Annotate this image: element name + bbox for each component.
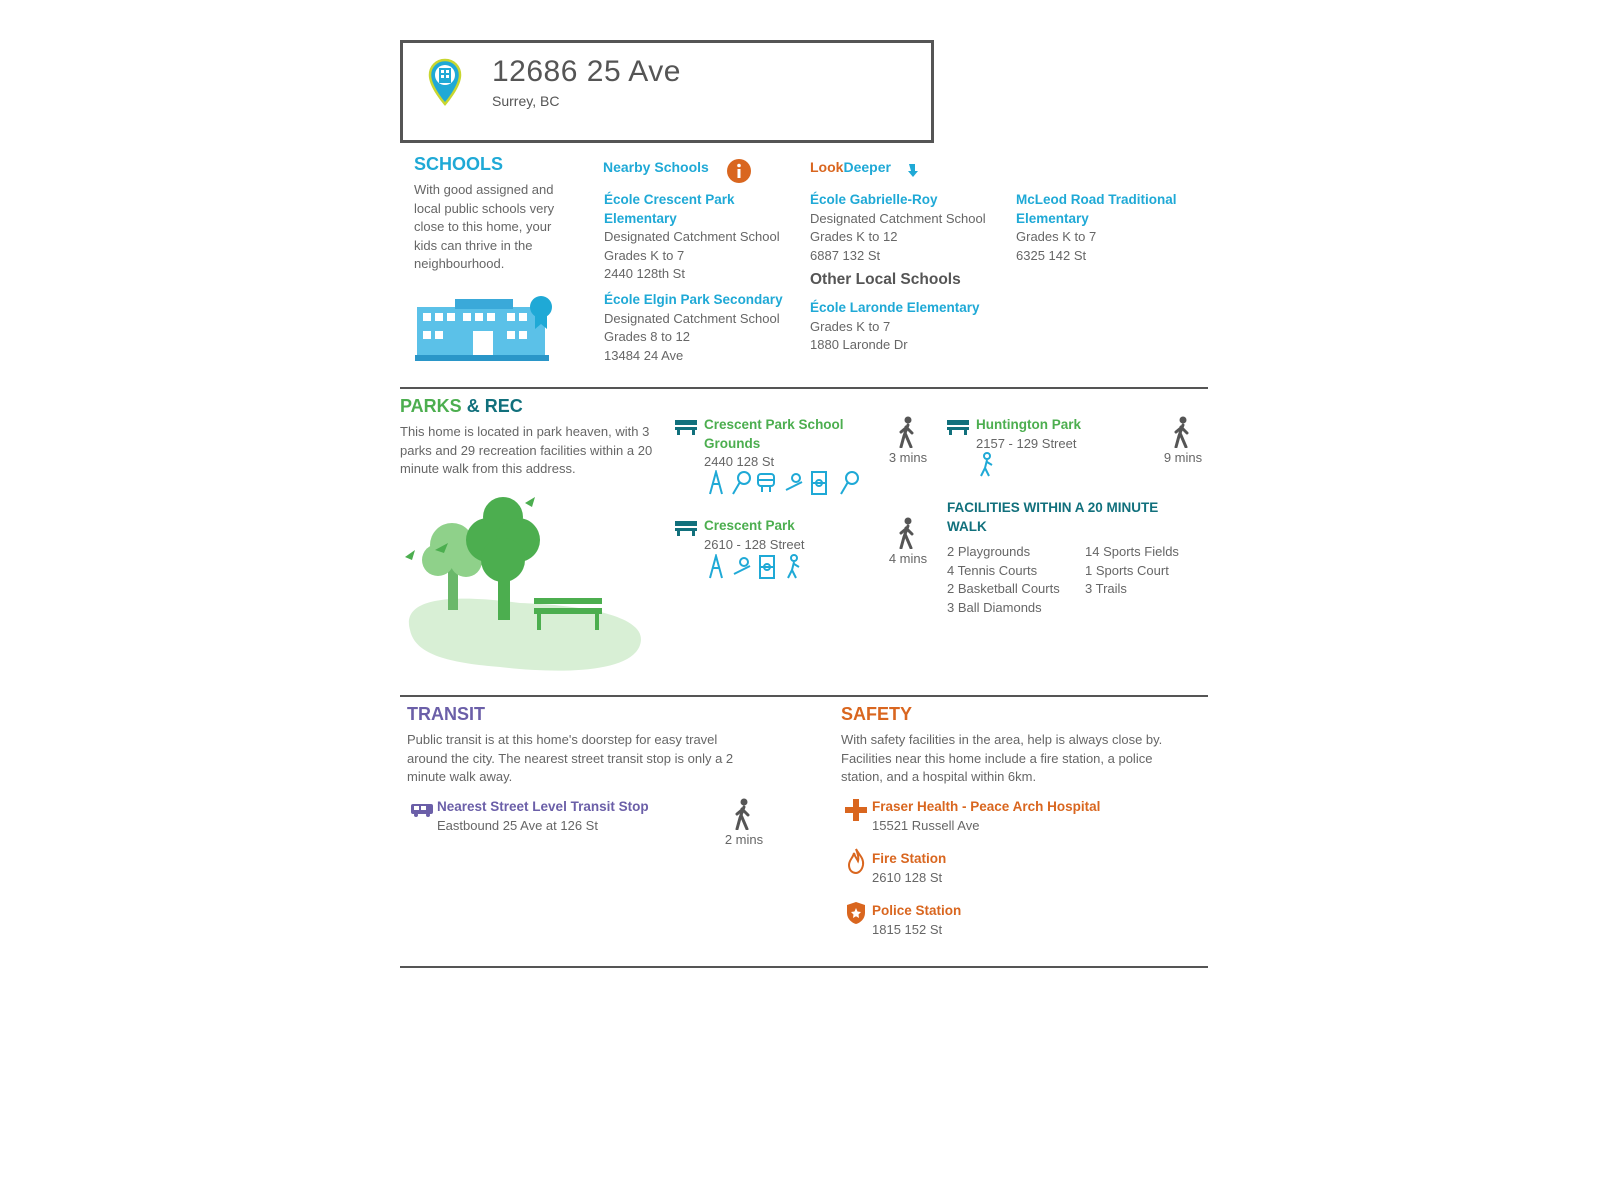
walk-icon (1173, 416, 1193, 448)
park-illustration-icon (400, 495, 645, 675)
facilities-list-left: 2 Playgrounds 4 Tennis Courts 2 Basketball Courts 3 Ball Diamonds (947, 544, 1060, 615)
facilities-list-right: 14 Sports Fields 1 Sports Court 3 Trails (1085, 544, 1179, 596)
walk-icon (898, 517, 918, 549)
safety-title: SAFETY (841, 704, 913, 724)
transit-stop-item[interactable]: Nearest Street Level Transit Stop Eastbound 25 Ave at 126 St (437, 799, 649, 833)
trail-icon (978, 452, 994, 478)
transit-description: Public transit is at this home's doorstep for easy travel around the city. The nearest street transit stop is only a 2 minute walk away. (407, 732, 734, 784)
safety-item[interactable]: Fire Station 2610 128 St (872, 851, 947, 885)
safety-item[interactable]: Police Station 1815 152 St (872, 903, 962, 937)
transit-title: TRANSIT (407, 704, 485, 724)
police-badge-icon (846, 901, 866, 925)
bench-icon (674, 520, 698, 536)
school-item[interactable]: École Gabrielle-Roy Designated Catchment School Grades K to 12 6887 132 St (810, 192, 986, 263)
parks-title: PARKS & REC (400, 396, 523, 416)
hospital-cross-icon (845, 799, 867, 821)
walk-time: 9 mins (1163, 450, 1203, 465)
parks-description: This home is located in park heaven, with 3 parks and 29 recreation facilities within a 20 minute walk from this address. (400, 424, 653, 476)
school-item[interactable]: École Elgin Park Secondary Designated Catchment School Grades 8 to 12 13484 24 Ave (604, 292, 783, 363)
bench-icon (674, 419, 698, 435)
walk-time: 2 mins (724, 832, 764, 847)
fire-icon (847, 848, 865, 874)
park-item[interactable]: Crescent Park School Grounds 2440 128 St (704, 417, 844, 469)
walk-icon (734, 798, 754, 830)
nearby-schools-label: Nearby Schools (603, 159, 709, 175)
info-icon[interactable] (726, 158, 752, 184)
safety-description: With safety facilities in the area, help is always close by. Facilities near this home include a fire station, a police station, and a hospital within 6km. (841, 732, 1163, 784)
schools-description: With good assigned and local public schools very close to this home, your kids can thrive in the neighbourhood. (414, 182, 555, 271)
bus-icon (410, 802, 434, 818)
park-item[interactable]: Crescent Park 2610 - 128 Street (704, 518, 805, 552)
facility-icons-row (706, 554, 806, 580)
walk-icon (898, 416, 918, 448)
bench-icon (946, 419, 970, 435)
walk-time: 4 mins (888, 551, 928, 566)
address-title: 12686 25 Ave (492, 55, 681, 88)
walk-time: 3 mins (888, 450, 928, 465)
safety-item[interactable]: Fraser Health - Peace Arch Hospital 15521 Russell Ave (872, 799, 1101, 833)
other-schools-title: Other Local Schools (810, 271, 961, 288)
school-item[interactable]: École Laronde Elementary Grades K to 7 1880 Laronde Dr (810, 300, 980, 352)
school-item[interactable]: McLeod Road Traditional Elementary Grades K to 7 6325 142 St (1016, 192, 1177, 263)
facility-icons-row (706, 470, 866, 496)
park-item[interactable]: Huntington Park 2157 - 129 Street (976, 417, 1081, 451)
look-deeper-link[interactable]: LookDeeper (810, 159, 891, 175)
section-divider (400, 966, 1208, 968)
location-pin-icon (428, 58, 462, 106)
address-city: Surrey, BC (492, 93, 560, 109)
section-divider (400, 387, 1208, 389)
section-divider (400, 695, 1208, 697)
school-building-icon (415, 295, 557, 367)
schools-title: SCHOOLS (414, 154, 504, 174)
school-item[interactable]: École Crescent Park Elementary Designated Catchment School Grades K to 7 2440 128th St (604, 192, 780, 281)
facilities-title: FACILITIES WITHIN A 20 MINUTE WALK (947, 500, 1159, 534)
arrow-down-icon (906, 162, 920, 178)
